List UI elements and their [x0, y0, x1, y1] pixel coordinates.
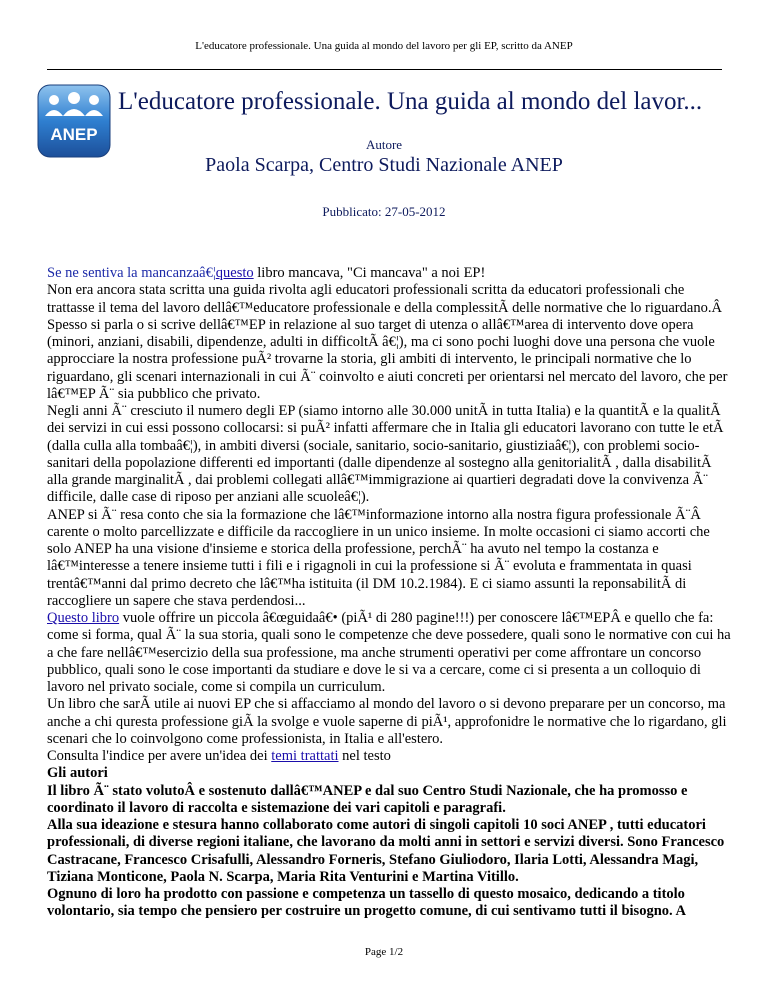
questo-libro-link[interactable]: Questo libro — [47, 610, 120, 626]
header-divider — [47, 69, 722, 70]
authors-paragraph: Il libro Ã¨ stato volutoÂ e sostenuto dallâ€™ANEP e dal suo Centro Studi Nazionale, che ha promosso e coordinato il lavoro di raccolta e sistemazione dei vari capitoli e paragrafi. — [47, 782, 688, 816]
published-date: Pubblicato: 27-05-2012 — [322, 204, 446, 219]
logo-wordmark: ANEP — [50, 125, 98, 144]
author-name: Paola Scarpa, Centro Studi Nazionale ANEP — [205, 154, 563, 176]
body-paragraph: Spesso si parla o si scrive dellâ€™EP in relazione al suo target di utenza o allâ€™area di intervento dove opera (minori, anziani, disabili, dipendenze, adulti in difficoltÃ â€¦), ma ci sono pochi luoghi dove una persona che vuole approcciare la nostra professione puÃ² trovarne la storia, gli ambiti di intervento, le principali normative che lo riguardano, gli scenari internazionali in cui Ã¨ coinvolto e aiuti concreti per orientarsi nel mercato del lavoro, che per lâ€™EP Ã¨ sia pubblico che privato. — [47, 316, 728, 402]
authors-paragraph: Alla sua ideazione e stesura hanno collaborato come autori di singoli capitoli 10 soci ANEP , tutti educatori professionali, di diverse regioni italiane, che lavorano da molti anni in settori e servizi diversi. Sono Francesco Castracane, Francesco Crisafulli, Alessandro Forneris, Stefano Giuliodoro, Ilaria Lotti, Alessandra Magi, Tiziana Monticone, Paola N. Scarpa, Maria Rita Venturini e Martina Vitillo. — [47, 817, 725, 885]
body-paragraph: ANEP si Ã¨ resa conto che sia la formazione che lâ€™informazione intorno alla nostra figura professionale Ã¨Â carente o molto parcellizzate e difficile da raccogliere in un unico insieme. In molte occasioni ci siamo accorti che solo ANEP ha una visione d'insieme e storica della professione, perchÃ¨ ha avuto nel tempo la costanza e lâ€™interesse a tenere insieme tutti i fili e i rigagnoli in cui la professione si Ã¨ evoluta e frammentata in quasi trentâ€™anni dal primo decreto che lâ€™ha istituita (il DM 10.2.1984). E ci siamo assunti la reponsabilitÃ di raccogliere un sapere che stava perdendosi... — [47, 506, 710, 609]
book-paragraph-text: vuole offrire un piccola â€œguidaâ€• (piÃ¹ di 280 pagine!!!) per conoscere lâ€™EPÂ e quello che fa: come si forma, qual Ã¨ la sua storia, quali sono le competenze che deve possedere, quali sono le normative con cui ha a che fare nellâ€™esercizio della sua professione, ma anche strumenti operativi per come affrontare un concorso pubblico, quali sono le cose importanti da studiare e dove le si va a cercare, come ci si presenta a un colloquio di lavoro nel privato sociale, come si compila un curriculum. — [47, 610, 731, 695]
page-number: Page 1/2 — [364, 946, 404, 958]
authors-heading: Gli autori — [47, 765, 108, 782]
print-running-title: L'educatore professionale. Una guida al mondo del lavoro per gli EP, scritto da ANEP — [195, 40, 573, 52]
questo-link[interactable]: questo — [215, 265, 254, 281]
body-paragraph: Non era ancora stata scritta una guida rivolta agli educatori professionali scritta da educatori professionali che trattasse il tema del lavoro dellâ€™educatore professionale e della complessitÃ delle normative che lo riguardano.Â — [47, 282, 722, 316]
body-paragraph: Negli anni Ã¨ cresciuto il numero degli EP (siamo intorno alle 30.000 unitÃ in tutta Italia) e la quantitÃ e la qualitÃ dei servizi in cui essi possono collocarsi: si puÃ² infatti affermare che in Italia gli educatori lavorano con tutte le etÃ (dalla culla alla tombaâ€¦), in ambiti diversi (sociale, sanitario, socio-sanitario, giustiziaâ€¦), con problemi socio-sanitari della popolazione differenti ed importanti (dalle dipendenze al sostegno alla genitorialitÃ , dalla disabilitÃ alla grande marginalitÃ , dai problemi collegati allâ€™immigrazione ai quartieri degradati dove la convivenza Ã¨ difficile, dalle case di riposo per anziani alle scuoleâ€¦). — [47, 403, 724, 506]
author-label: Autore — [365, 137, 403, 152]
intro-lead: Se ne sentiva la mancanzaâ€¦ — [47, 265, 216, 281]
authors-paragraph: Ognuno di loro ha prodotto con passione e competenza un tassello di questo mosaico, dedicando a titolo volontario, sia tempo che pensiero per costruire un progetto comune, di cui sentivamo tutti il bisogno. A — [47, 886, 686, 920]
index-rest: nel testo — [338, 748, 391, 764]
article-body — [47, 265, 732, 921]
index-paragraph — [47, 748, 732, 765]
intro-paragraph — [47, 265, 732, 282]
temi-trattati-link[interactable]: temi trattati — [271, 748, 339, 764]
index-lead: Consulta l'indice per avere un'idea dei — [47, 748, 272, 764]
intro-rest: libro mancava, "Ci mancava" a noi EP! — [253, 265, 486, 281]
book-paragraph — [47, 610, 732, 696]
article-title: L'educatore professionale. Una guida al mondo del lavor... — [118, 88, 703, 115]
body-paragraph: Un libro che sarÃ utile ai nuovi EP che si affacciamo al mondo del lavoro o si devono preparare per un concorso, ma anche a chi quresta professione giÃ la svolge e vuole saperne di piÃ¹, approfonidre le normative che lo rigardano, gli scenari che lo coinvolgono come professionista, in Italia e all'estero. — [47, 696, 727, 747]
